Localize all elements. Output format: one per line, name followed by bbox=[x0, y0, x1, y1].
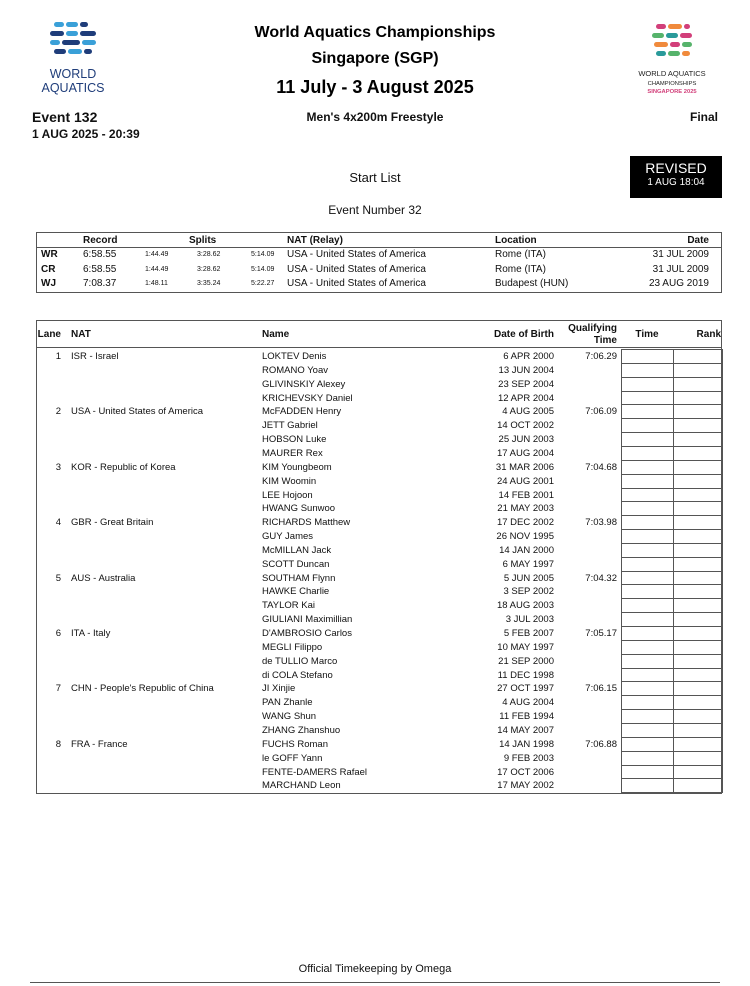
lane-number: 1 bbox=[55, 351, 61, 362]
swimmer-dob: 14 OCT 2002 bbox=[497, 420, 554, 432]
table-row bbox=[37, 476, 721, 490]
record-date: 31 JUL 2009 bbox=[652, 263, 709, 275]
records-header-location: Location bbox=[495, 235, 537, 246]
box-row-line bbox=[621, 709, 723, 710]
swimmer-name: HOBSON Luke bbox=[262, 434, 327, 446]
swimmer-name: MEGLI Filippo bbox=[262, 641, 323, 653]
swimmer-dob: 10 MAY 1997 bbox=[497, 641, 554, 653]
box-row-line bbox=[621, 543, 723, 544]
table-row bbox=[37, 753, 721, 767]
championships-logo-line-3: SINGAPORE 2025 bbox=[647, 89, 697, 95]
swimmer-name: HWANG Sunwoo bbox=[262, 503, 336, 515]
event-code: Event 132 bbox=[32, 109, 98, 125]
box-row-line bbox=[621, 488, 723, 489]
swimmer-name: KRICHEVSKY Daniel bbox=[262, 392, 353, 404]
table-row bbox=[37, 393, 721, 407]
swimmer-dob: 6 APR 2000 bbox=[503, 351, 554, 362]
table-row bbox=[37, 503, 721, 517]
table-row bbox=[37, 780, 721, 794]
table-row bbox=[37, 573, 721, 587]
swimmer-name: McMILLAN Jack bbox=[262, 544, 332, 556]
box-row-line bbox=[621, 765, 723, 766]
swimmer-name: TAYLOR Kai bbox=[262, 600, 315, 612]
col-header-qualifying: Qualifying bbox=[568, 323, 617, 334]
box-row-line bbox=[621, 792, 723, 793]
team-nat: CHN - People's Republic of China bbox=[71, 683, 214, 695]
table-row bbox=[37, 711, 721, 725]
swimmer-name: PAN Zhanle bbox=[262, 697, 313, 709]
box-row-line bbox=[621, 391, 723, 392]
time-rank-boxes bbox=[621, 349, 723, 793]
box-row-line bbox=[621, 474, 723, 475]
table-row bbox=[37, 725, 721, 739]
swimmer-name: GIULIANI Maximillian bbox=[262, 614, 353, 626]
record-nat: USA - United States of America bbox=[287, 263, 426, 275]
swimmer-name: de TULLIO Marco bbox=[262, 655, 338, 667]
logo-bar bbox=[670, 42, 680, 47]
record-date: 23 AUG 2019 bbox=[648, 278, 709, 289]
box-row-line bbox=[621, 584, 723, 585]
logo-bar bbox=[654, 42, 668, 47]
lane-number: 4 bbox=[55, 517, 61, 529]
qualifying-time: 7:04.68 bbox=[585, 461, 617, 473]
swimmer-dob: 31 MAR 2006 bbox=[495, 461, 554, 473]
event-name: Men's 4x200m Freestyle bbox=[306, 110, 444, 124]
col-header-name: Name bbox=[262, 329, 290, 340]
table-row bbox=[37, 351, 721, 365]
swimmer-dob: 14 FEB 2001 bbox=[498, 489, 554, 501]
lane-number: 8 bbox=[55, 738, 61, 750]
box-row-line bbox=[621, 723, 723, 724]
record-nat: USA - United States of America bbox=[287, 249, 426, 260]
championship-title: World Aquatics Championships bbox=[254, 24, 496, 41]
swimmer-dob: 12 APR 2004 bbox=[498, 392, 554, 404]
team-nat: USA - United States of America bbox=[71, 406, 204, 418]
box-row-line bbox=[621, 626, 723, 627]
revised-label: REVISED bbox=[645, 160, 707, 176]
box-row-line bbox=[621, 778, 723, 779]
logo-bar bbox=[682, 42, 692, 47]
table-row bbox=[37, 697, 721, 711]
swimmer-dob: 14 JAN 2000 bbox=[499, 544, 554, 556]
swimmer-name: FUCHS Roman bbox=[262, 738, 328, 750]
table-row bbox=[37, 670, 721, 684]
record-row bbox=[37, 264, 721, 278]
qualifying-time: 7:06.29 bbox=[585, 351, 617, 362]
swimmer-dob: 14 JAN 1998 bbox=[499, 738, 554, 750]
table-row bbox=[37, 420, 721, 434]
swimmer-name: le GOFF Yann bbox=[262, 752, 323, 764]
swimmer-dob: 21 SEP 2000 bbox=[498, 655, 554, 667]
team-nat: GBR - Great Britain bbox=[71, 517, 154, 529]
qualifying-time: 7:04.32 bbox=[585, 572, 617, 584]
record-s3: 5:14.09 bbox=[251, 265, 275, 273]
swimmer-dob: 17 OCT 2006 bbox=[497, 766, 554, 778]
swimmer-dob: 9 FEB 2003 bbox=[503, 752, 554, 764]
championship-venue: Singapore (SGP) bbox=[311, 50, 439, 67]
record-s3: 5:14.09 bbox=[251, 251, 275, 258]
swimmer-dob: 23 SEP 2004 bbox=[498, 378, 554, 390]
records-header-record: Record bbox=[83, 235, 118, 246]
table-row bbox=[37, 462, 721, 476]
table-row bbox=[37, 434, 721, 448]
qualifying-time: 7:05.17 bbox=[585, 628, 617, 639]
box-row-line bbox=[621, 571, 723, 572]
lane-number: 5 bbox=[55, 572, 61, 584]
swimmer-dob: 18 AUG 2003 bbox=[496, 600, 554, 612]
swimmer-name: GLIVINSKIY Alexey bbox=[262, 378, 346, 390]
table-row bbox=[37, 559, 721, 573]
record-s1: 1:44.49 bbox=[145, 251, 169, 258]
swimmer-dob: 4 AUG 2004 bbox=[502, 697, 554, 709]
table-row bbox=[37, 448, 721, 462]
team-nat: ITA - Italy bbox=[71, 628, 111, 639]
swimmer-name: MARCHAND Leon bbox=[262, 780, 341, 792]
swimmer-name: HAWKE Charlie bbox=[262, 586, 330, 598]
start-list-table bbox=[36, 320, 722, 794]
record-s2: 3:28.62 bbox=[197, 251, 221, 258]
box-row-line bbox=[621, 460, 723, 461]
team-nat: KOR - Republic of Korea bbox=[71, 461, 176, 473]
swimmer-dob: 3 SEP 2002 bbox=[503, 586, 554, 598]
box-row-line bbox=[621, 695, 723, 696]
swimmer-name: KIM Woomin bbox=[262, 475, 317, 487]
record-time: 7:08.37 bbox=[83, 278, 117, 289]
records-header-rule bbox=[37, 247, 721, 248]
box-row-line bbox=[621, 515, 723, 516]
lane-number: 7 bbox=[55, 683, 61, 695]
record-s2: 3:28.62 bbox=[197, 265, 221, 273]
box-row-line bbox=[621, 501, 723, 502]
box-row-line bbox=[621, 349, 723, 350]
record-type: WR bbox=[41, 249, 58, 260]
record-time: 6:58.55 bbox=[83, 249, 117, 260]
box-row-line bbox=[621, 404, 723, 405]
revised-badge bbox=[630, 156, 722, 198]
swimmer-name: LOKTEV Denis bbox=[262, 351, 327, 362]
swimmer-dob: 27 OCT 1997 bbox=[497, 683, 554, 695]
record-location: Rome (ITA) bbox=[495, 263, 546, 275]
swimmer-dob: 11 FEB 1994 bbox=[499, 711, 554, 723]
team-nat: AUS - Australia bbox=[71, 572, 136, 584]
swimmer-dob: 17 AUG 2004 bbox=[496, 447, 554, 459]
col-header-qualifying-time: Time bbox=[593, 335, 617, 346]
box-row-line bbox=[621, 737, 723, 738]
logo-word-2: AQUATICS bbox=[41, 81, 105, 95]
team-nat: ISR - Israel bbox=[71, 351, 119, 362]
table-row bbox=[37, 600, 721, 614]
swimmer-name: SOUTHAM Flynn bbox=[262, 572, 336, 584]
start-list-header-rule bbox=[37, 347, 721, 348]
record-s1: 1:48.11 bbox=[145, 280, 168, 287]
swimmer-dob: 11 DEC 1998 bbox=[497, 669, 554, 681]
table-row bbox=[37, 683, 721, 697]
swimmer-dob: 3 JUL 2003 bbox=[505, 614, 554, 626]
swimmer-name: LEE Hojoon bbox=[262, 489, 313, 501]
table-row bbox=[37, 767, 721, 781]
table-row bbox=[37, 739, 721, 753]
records-header-nat: NAT (Relay) bbox=[287, 235, 343, 246]
record-location: Rome (ITA) bbox=[495, 249, 546, 260]
box-row-line bbox=[621, 418, 723, 419]
col-header-time: Time bbox=[635, 329, 659, 340]
swimmer-name: GUY James bbox=[262, 531, 314, 543]
table-row bbox=[37, 628, 721, 642]
box-row-line bbox=[621, 640, 723, 641]
box-row-line bbox=[621, 446, 723, 447]
record-row bbox=[37, 278, 721, 292]
record-type: WJ bbox=[41, 278, 56, 289]
records-table bbox=[36, 232, 722, 293]
swimmer-name: SCOTT Duncan bbox=[262, 558, 330, 570]
swimmer-dob: 26 NOV 1995 bbox=[496, 531, 554, 543]
document-title: Start List bbox=[349, 170, 401, 185]
record-row bbox=[37, 249, 721, 263]
swimmer-dob: 5 JUN 2005 bbox=[503, 572, 554, 584]
qualifying-time: 7:03.98 bbox=[585, 517, 617, 529]
table-row bbox=[37, 642, 721, 656]
swimmer-dob: 17 MAY 2002 bbox=[497, 780, 554, 792]
swimmer-name: McFADDEN Henry bbox=[262, 406, 342, 418]
record-s1: 1:44.49 bbox=[145, 265, 169, 273]
table-row bbox=[37, 531, 721, 545]
box-row-line bbox=[621, 668, 723, 669]
swimmer-name: JI Xinjie bbox=[262, 683, 296, 695]
swimmer-dob: 17 DEC 2002 bbox=[496, 517, 554, 529]
table-row bbox=[37, 545, 721, 559]
record-s2: 3:35.24 bbox=[197, 280, 221, 287]
box-row-line bbox=[621, 432, 723, 433]
box-row-line bbox=[621, 751, 723, 752]
logo-word-1: WORLD bbox=[49, 67, 97, 81]
col-header-rank: Rank bbox=[696, 329, 721, 340]
swimmer-name: ZHANG Zhanshuo bbox=[262, 724, 341, 736]
lane-number: 6 bbox=[55, 628, 61, 639]
swimmer-name: RICHARDS Matthew bbox=[262, 517, 351, 529]
championship-dates: 11 July - 3 August 2025 bbox=[276, 77, 474, 97]
footer-timekeeping: Official Timekeeping by Omega bbox=[298, 963, 452, 975]
event-datetime: 1 AUG 2025 - 20:39 bbox=[32, 127, 140, 141]
swimmer-name: JETT Gabriel bbox=[262, 420, 318, 432]
col-header-dob: Date of Birth bbox=[494, 329, 554, 340]
swimmer-dob: 6 MAY 1997 bbox=[502, 558, 554, 570]
table-row bbox=[37, 379, 721, 393]
event-phase: Final bbox=[689, 110, 718, 124]
table-row bbox=[37, 614, 721, 628]
qualifying-time: 7:06.88 bbox=[585, 738, 617, 750]
col-header-nat: NAT bbox=[71, 329, 91, 340]
records-header-date: Date bbox=[687, 235, 709, 246]
swimmer-dob: 5 FEB 2007 bbox=[503, 628, 554, 639]
table-row bbox=[37, 586, 721, 600]
swimmer-name: D'AMBROSIO Carlos bbox=[262, 628, 352, 639]
qualifying-time: 7:06.09 bbox=[585, 406, 617, 418]
swimmer-dob: 24 AUG 2001 bbox=[496, 475, 554, 487]
box-row-line bbox=[621, 598, 723, 599]
record-time: 6:58.55 bbox=[83, 263, 117, 275]
championships-logo-line-2: CHAMPIONSHIPS bbox=[647, 81, 697, 87]
box-row-line bbox=[621, 612, 723, 613]
swimmer-dob: 4 AUG 2005 bbox=[502, 406, 554, 418]
records-header-splits: Splits bbox=[189, 235, 217, 246]
record-s3: 5:22.27 bbox=[251, 280, 275, 287]
record-type: CR bbox=[41, 263, 56, 275]
record-date: 31 JUL 2009 bbox=[652, 249, 709, 260]
lane-number: 2 bbox=[55, 406, 61, 418]
swimmer-dob: 25 JUN 2003 bbox=[498, 434, 554, 446]
swimmer-dob: 14 MAY 2007 bbox=[497, 724, 554, 736]
swimmer-name: KIM Youngbeom bbox=[262, 461, 332, 473]
box-row-line bbox=[621, 557, 723, 558]
swimmer-name: ROMANO Yoav bbox=[262, 364, 328, 376]
box-row-line bbox=[621, 654, 723, 655]
table-row bbox=[37, 656, 721, 670]
swimmer-name: di COLA Stefano bbox=[262, 669, 333, 681]
swimmer-dob: 13 JUN 2004 bbox=[498, 364, 554, 376]
table-row bbox=[37, 406, 721, 420]
team-nat: FRA - France bbox=[71, 738, 128, 750]
swimmer-name: FENTE-DAMERS Rafael bbox=[262, 766, 368, 778]
table-row bbox=[37, 365, 721, 379]
swimmer-dob: 21 MAY 2003 bbox=[497, 503, 554, 515]
box-row-line bbox=[621, 529, 723, 530]
col-header-lane: Lane bbox=[37, 329, 61, 340]
record-location: Budapest (HUN) bbox=[495, 278, 569, 289]
table-row bbox=[37, 517, 721, 531]
championships-logo-line-1: WORLD AQUATICS bbox=[638, 69, 706, 78]
swimmer-name: MAURER Rex bbox=[262, 447, 323, 459]
qualifying-time: 7:06.15 bbox=[585, 683, 617, 695]
footer-rule bbox=[30, 982, 720, 983]
record-nat: USA - United States of America bbox=[287, 278, 426, 289]
revised-time: 1 AUG 18:04 bbox=[647, 177, 705, 188]
table-row bbox=[37, 490, 721, 504]
box-row-line bbox=[621, 377, 723, 378]
lane-number: 3 bbox=[55, 461, 61, 473]
box-row-line bbox=[621, 363, 723, 364]
swimmer-name: WANG Shun bbox=[262, 711, 317, 723]
box-row-line bbox=[621, 681, 723, 682]
event-number: Event Number 32 bbox=[328, 203, 422, 217]
